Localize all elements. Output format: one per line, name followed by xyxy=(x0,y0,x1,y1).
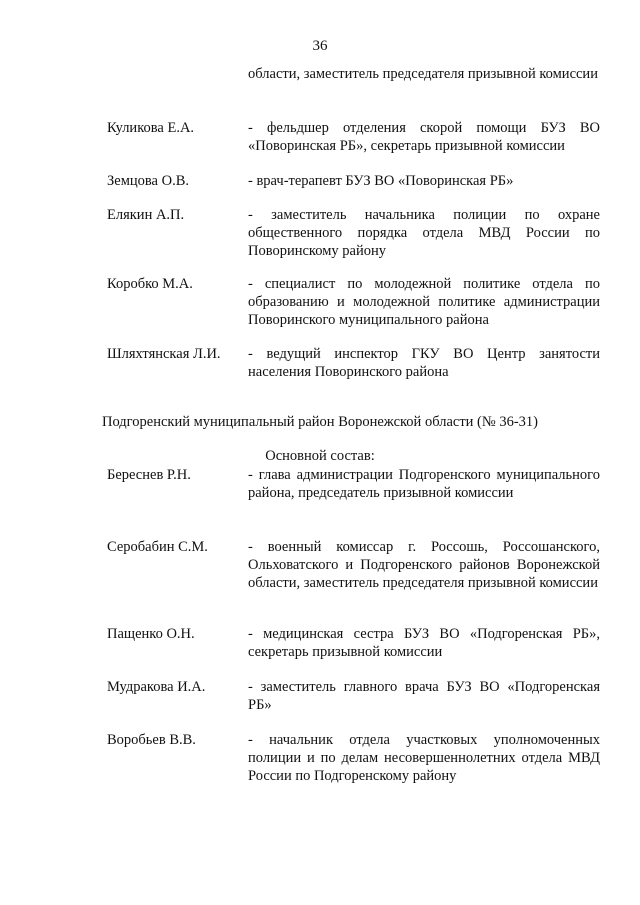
member-name: Куликова Е.А. xyxy=(107,120,195,136)
page-number: 36 xyxy=(312,38,328,54)
member-role: - глава администрации Подгоренского муниципального района, председатель призывной комиссии xyxy=(248,467,600,501)
member-role: - медицинская сестра БУЗ ВО «Подгоренская РБ», секретарь призывной комиссии xyxy=(248,626,600,660)
member-role: - военный комиссар г. Россошь, Россошанского, Ольховатского и Подгоренского районов Воронежской области, заместитель председателя призывной комиссии xyxy=(248,539,600,591)
member-name: Мудракова И.А. xyxy=(107,679,206,695)
member-role: - врач-терапевт БУЗ ВО «Поворинская РБ» xyxy=(248,173,514,189)
member-name: Шляхтянская Л.И. xyxy=(107,346,221,362)
member-role: - фельдшер отделения скорой помощи БУЗ ВО «Поворинская РБ», секретарь призывной комиссии xyxy=(248,120,600,154)
member-name: Елякин А.П. xyxy=(107,207,185,223)
member-role: - начальник отдела участковых уполномоченных полиции и по делам несовершеннолетних отдела МВД России по Подгоренскому району xyxy=(248,732,600,784)
member-name: Коробко М.А. xyxy=(107,276,193,292)
member-role: - ведущий инспектор ГКУ ВО Центр занятости населения Поворинского района xyxy=(248,346,600,380)
member-role: - специалист по молодежной политике отдела по образованию и молодежной политике администрации Поворинского муниципального района xyxy=(248,276,600,328)
district-heading: Подгоренский муниципальный район Воронежской области (№ 36-31) xyxy=(102,414,538,430)
member-name: Воробьев В.В. xyxy=(107,732,196,748)
member-role: - заместитель начальника полиции по охране общественного порядка отдела МВД России по Поворинскому району xyxy=(248,207,600,259)
member-name: Пащенко О.Н. xyxy=(107,626,195,642)
member-name: Серобабин С.М. xyxy=(107,539,208,555)
member-name: Береснев Р.Н. xyxy=(107,467,191,483)
member-name: Земцова О.В. xyxy=(107,173,189,189)
member-role: - заместитель главного врача БУЗ ВО «Подгоренская РБ» xyxy=(248,679,600,713)
composition-subheading: Основной состав: xyxy=(265,448,375,464)
continuation-role: области, заместитель председателя призывной комиссии xyxy=(248,66,598,82)
